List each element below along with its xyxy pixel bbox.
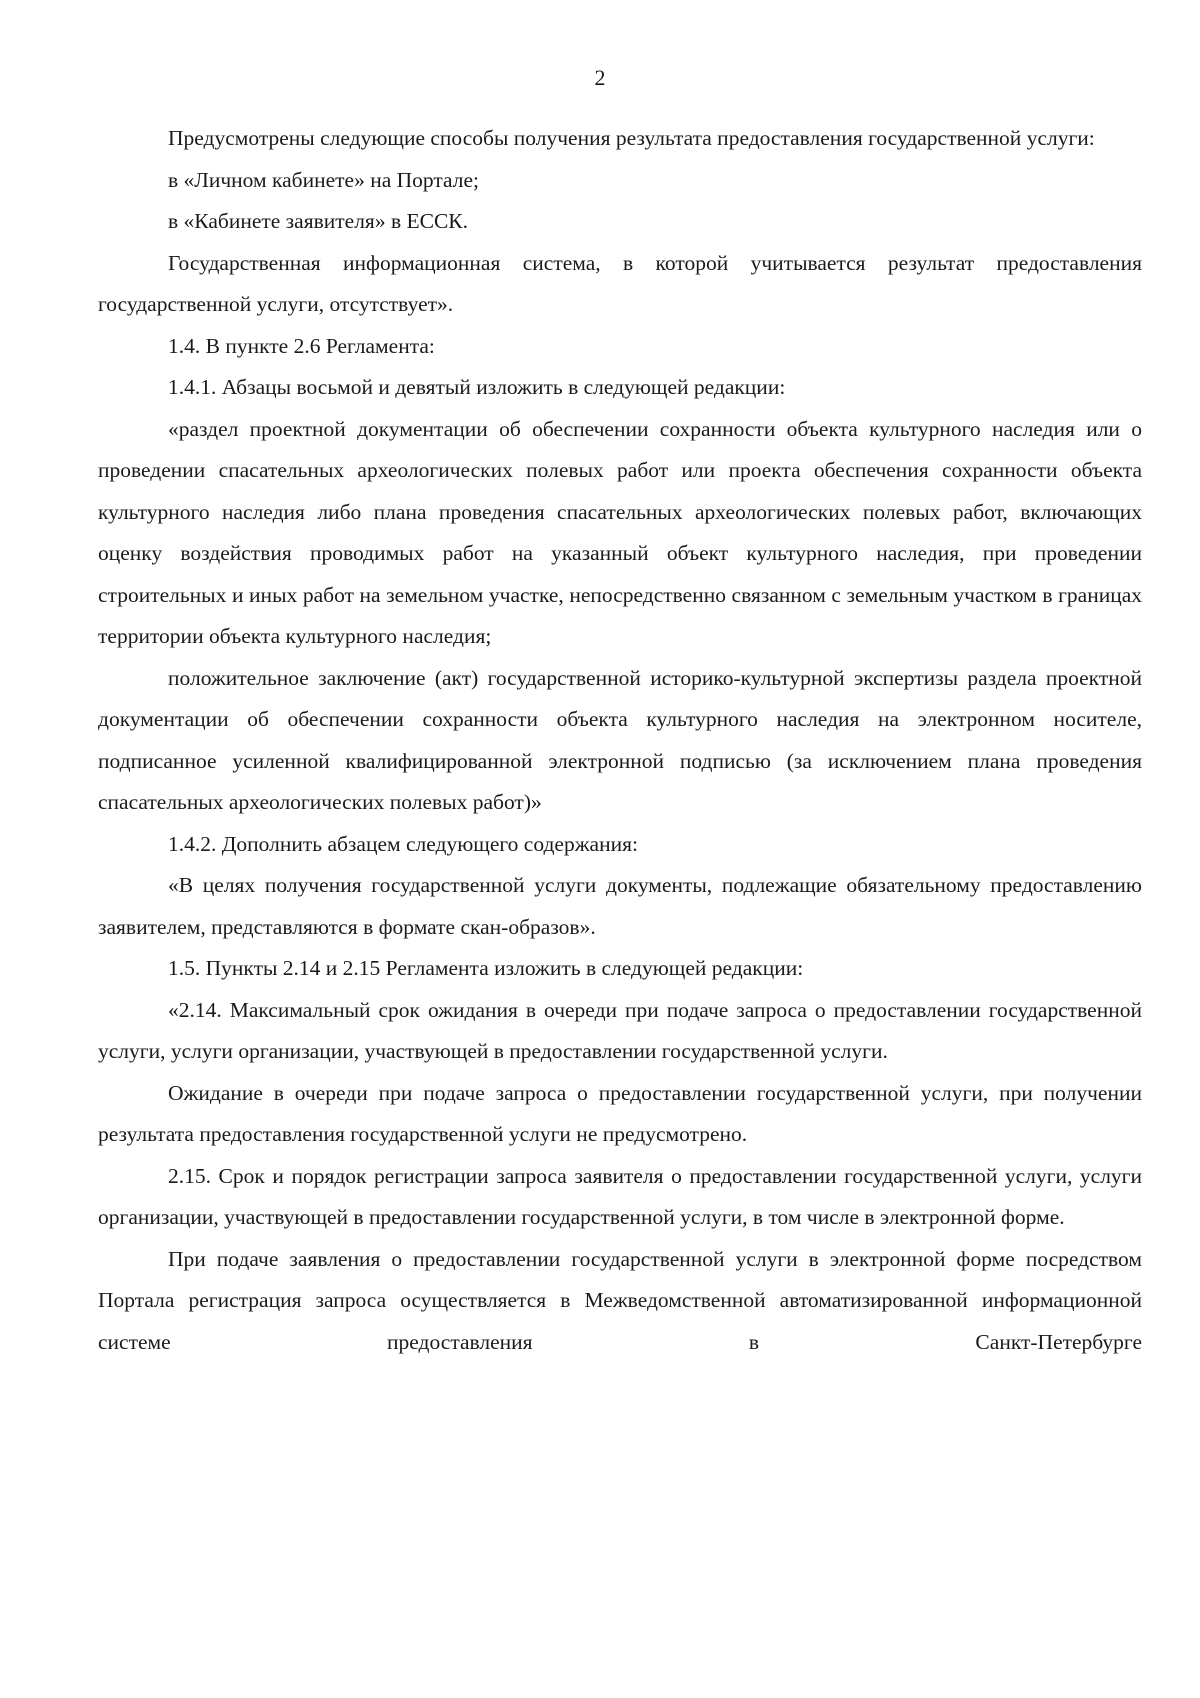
paragraph: в «Личном кабинете» на Портале; bbox=[168, 167, 480, 192]
paragraph: «раздел проектной документации об обеспечении сохранности объекта культурного наследия или о проведении спасательных археологических полевых работ или проекта обеспечения сохранности объекта культурного наследия либо плана проведения спасательных археологических полевых работ, включающих оценку воздействия проводимых работ на указанный объект культурного наследия, при проведении строительных и иных работ на земельном участке, непосредственно связанном с земельным участком в границах территории объекта культурного наследия; bbox=[98, 416, 1142, 648]
page-number: 2 bbox=[594, 65, 606, 90]
paragraph: «2.14. Максимальный срок ожидания в очереди при подаче запроса о предоставлении государственной услуги, услуги организации, участвующей в предоставлении государственной услуги. bbox=[98, 997, 1142, 1063]
paragraph: в «Кабинете заявителя» в ЕССК. bbox=[168, 209, 469, 233]
paragraph: 1.4.1. Абзацы восьмой и девятый изложить в следующей редакции: bbox=[168, 375, 786, 399]
paragraph: 2.15. Срок и порядок регистрации запроса заявителя о предоставлении государственной услуги, услуги организации, участвующей в предоставлении государственной услуги, в том числе в электронной форме. bbox=[98, 1163, 1142, 1229]
document-body bbox=[98, 118, 1142, 1363]
paragraph: положительное заключение (акт) государственной историко-культурной экспертизы раздела проектной документации об обеспечении сохранности объекта культурного наследия на электронном носителе, подписанное усиленной квалифицированной электронной подписью (за исключением плана проведения спасательных археологических полевых работ)» bbox=[98, 665, 1142, 814]
paragraph: При подаче заявления о предоставлении государственной услуги в электронной форме посредством Портала регистрация запроса осуществляется в Межведомственной автоматизированной информационной системе предоставления в Санкт-Петербурге bbox=[98, 1246, 1142, 1354]
paragraph: Ожидание в очереди при подаче запроса о предоставлении государственной услуги, при получении результата предоставления государственной услуги не предусмотрено. bbox=[98, 1080, 1142, 1146]
paragraph: 1.4.2. Дополнить абзацем следующего содержания: bbox=[168, 831, 638, 856]
paragraph: Предусмотрены следующие способы получения результата предоставления государственной услуги: bbox=[168, 126, 1095, 150]
paragraph: «В целях получения государственной услуги документы, подлежащие обязательному предоставлению заявителем, представляются в формате скан-образов». bbox=[98, 873, 1142, 939]
paragraph: 1.4. В пункте 2.6 Регламента: bbox=[168, 333, 435, 358]
paragraph: Государственная информационная система, в которой учитывается результат предоставления государственной услуги, отсутствует». bbox=[98, 250, 1142, 316]
paragraph: 1.5. Пункты 2.14 и 2.15 Регламента изложить в следующей редакции: bbox=[168, 956, 804, 980]
